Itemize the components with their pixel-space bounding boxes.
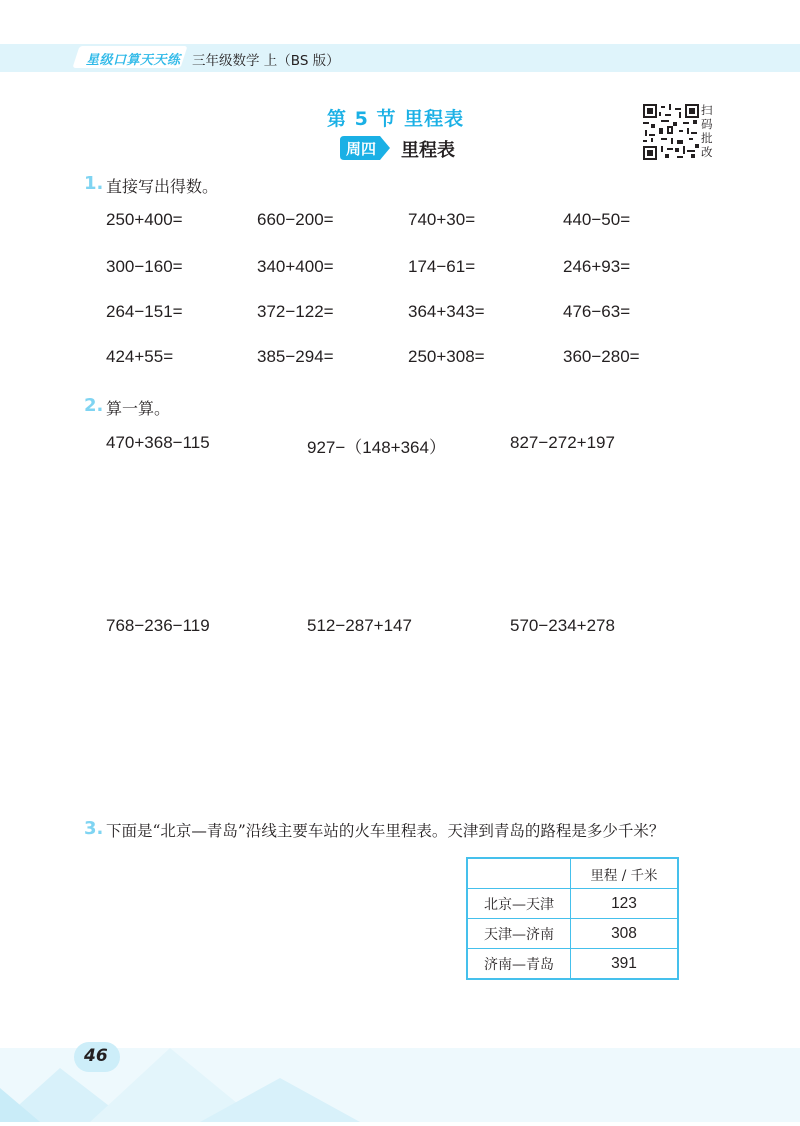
table-row <box>467 949 678 980</box>
series-title: 星级口算天天练 <box>86 53 181 68</box>
arithmetic-item: 174−61= <box>408 257 476 276</box>
lesson-subtitle: 里程表 <box>401 140 455 161</box>
footer-decoration <box>0 1048 800 1122</box>
route-cell: 天津—济南 <box>467 919 571 949</box>
table-header-row <box>467 858 678 889</box>
arithmetic-item: 364+343= <box>408 302 485 321</box>
arithmetic-item: 250+400= <box>106 210 183 229</box>
calculation-item: 470+368−115 <box>106 433 210 452</box>
day-badge <box>340 136 392 160</box>
calculation-item: 827−272+197 <box>510 433 615 452</box>
arithmetic-item: 385−294= <box>257 347 334 366</box>
calculation-item: 512−287+147 <box>307 616 412 635</box>
arithmetic-item: 440−50= <box>563 210 631 229</box>
calculation-item: 768−236−119 <box>106 616 210 635</box>
table-header-cell <box>467 858 571 889</box>
arithmetic-item: 360−280= <box>563 347 640 366</box>
table-row <box>467 889 678 919</box>
question-text: 下面是“北京—青岛”沿线主要车站的火车里程表。天津到青岛的路程是多少千米？ <box>106 822 665 840</box>
calculation-item: 927−（148+364） <box>307 438 446 457</box>
arithmetic-item: 476−63= <box>563 302 631 321</box>
arithmetic-item: 372−122= <box>257 302 334 321</box>
arithmetic-item: 740+30= <box>408 210 476 229</box>
book-title: 三年级数学 上（BS 版） <box>192 53 340 69</box>
mileage-table <box>466 857 679 980</box>
table-header-cell: 里程 / 千米 <box>571 858 679 889</box>
calculation-item: 570−234+278 <box>510 616 615 635</box>
distance-cell: 391 <box>571 949 679 980</box>
arithmetic-item: 250+308= <box>408 347 485 366</box>
arithmetic-item: 246+93= <box>563 257 631 276</box>
distance-cell: 308 <box>571 919 679 949</box>
arithmetic-item: 264−151= <box>106 302 183 321</box>
distance-cell: 123 <box>571 889 679 919</box>
arithmetic-item: 424+55= <box>106 347 174 366</box>
qr-code-icon[interactable] <box>643 104 699 160</box>
question-number: 2. <box>84 395 104 416</box>
question-text: 算一算。 <box>106 399 171 418</box>
route-cell: 北京—天津 <box>467 889 571 919</box>
qr-label: 扫码批改 <box>701 103 713 159</box>
section-title: 第 5 节 里程表 <box>327 108 465 130</box>
question-text: 直接写出得数。 <box>106 177 219 196</box>
arithmetic-item: 340+400= <box>257 257 334 276</box>
question-number: 1. <box>84 173 104 194</box>
arithmetic-item: 660−200= <box>257 210 334 229</box>
arithmetic-item: 300−160= <box>106 257 183 276</box>
question-number: 3. <box>84 818 104 839</box>
page-number: 46 <box>84 1046 108 1066</box>
table-row <box>467 919 678 949</box>
route-cell: 济南—青岛 <box>467 949 571 980</box>
day-badge-label: 周四 <box>346 140 377 158</box>
